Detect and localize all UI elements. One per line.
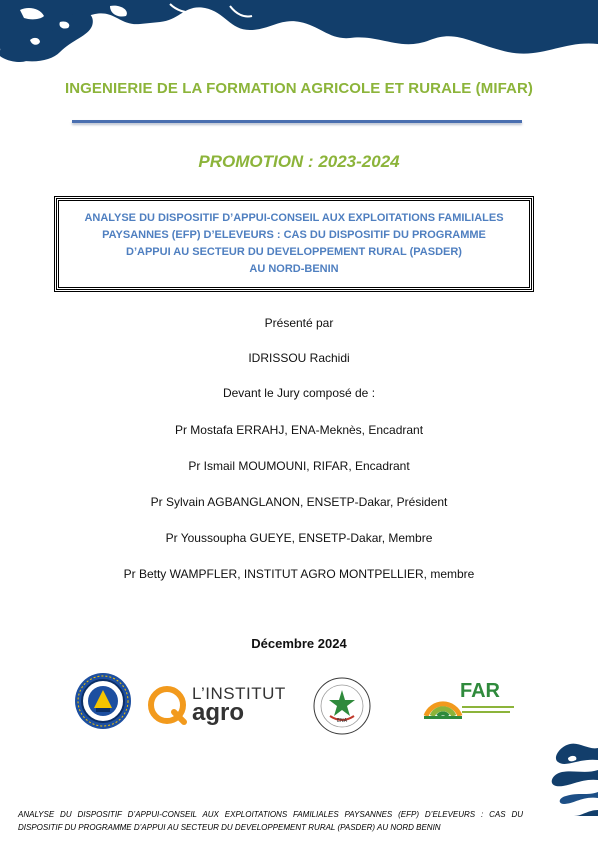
title-divider: [72, 120, 522, 123]
far-subtitle-rule: [462, 711, 510, 713]
thesis-title-line: PAYSANNES (EFP) D’ELEVEURS : CAS DU DISPOSITIF DU PROGRAMME: [102, 229, 486, 241]
ena-meknes-icon: [312, 676, 372, 736]
footer-thesis-title: ANALYSE DU DISPOSITIF D’APPUI-CONSEIL AUX EXPLOITATIONS FAMILIALES PAYSANNES (EFP) D’ELEVEURS : CAS DU DISPOSITIF DU PROGRAMME D’APPUI AU SECTEUR DU DEVELOPPEMENT RURAL (PASDER) AU NORD BENIN: [18, 810, 523, 832]
jury-member: Pr Ismail MOUMOUNI, RIFAR, Encadrant: [188, 459, 410, 473]
far-label: FAR: [460, 680, 500, 702]
far-network-logo: [420, 680, 520, 726]
far-subtitle-rule: [462, 706, 514, 708]
institut-agro-line1: L’INSTITUT: [192, 684, 286, 703]
thesis-title-line: ANALYSE DU DISPOSITIF D’APPUI-CONSEIL AUX EXPLOITATIONS FAMILIALES: [84, 212, 504, 224]
institut-agro-logo: [148, 684, 288, 728]
ensetp-seal-icon: [74, 672, 132, 730]
submission-date: Décembre 2024: [251, 636, 347, 651]
presented-by-label: Présenté par: [264, 316, 334, 330]
jury-member: Pr Sylvain AGBANGLANON, ENSETP-Dakar, Président: [150, 495, 448, 509]
thesis-title-line: D’APPUI AU SECTEUR DU DEVELOPPEMENT RURAL (PASDER): [126, 246, 462, 258]
ena-label: ENA: [336, 718, 348, 724]
thesis-title: [74, 210, 513, 278]
top-decorative-banner: [0, 0, 598, 70]
thesis-title-line: AU NORD-BENIN: [249, 263, 339, 275]
promotion-year: PROMOTION : 2023-2024: [198, 152, 400, 171]
institution-title: INGENIERIE DE LA FORMATION AGRICOLE ET RURALE (MIFAR): [64, 80, 534, 97]
author-name: IDRISSOU Rachidi: [248, 351, 350, 365]
jury-member: Pr Betty WAMPFLER, INSTITUT AGRO MONTPELLIER, membre: [123, 567, 475, 581]
wave-pattern-icon: [0, 0, 598, 70]
thesis-title-box: [56, 198, 532, 290]
institut-agro-icon: [148, 686, 188, 726]
jury-member: Pr Mostafa ERRAHJ, ENA-Meknès, Encadrant: [174, 423, 424, 437]
jury-member: Pr Youssoupha GUEYE, ENSETP-Dakar, Membre: [165, 531, 433, 545]
institut-agro-line2: agro: [192, 699, 245, 726]
jury-intro: Devant le Jury composé de :: [222, 386, 376, 400]
